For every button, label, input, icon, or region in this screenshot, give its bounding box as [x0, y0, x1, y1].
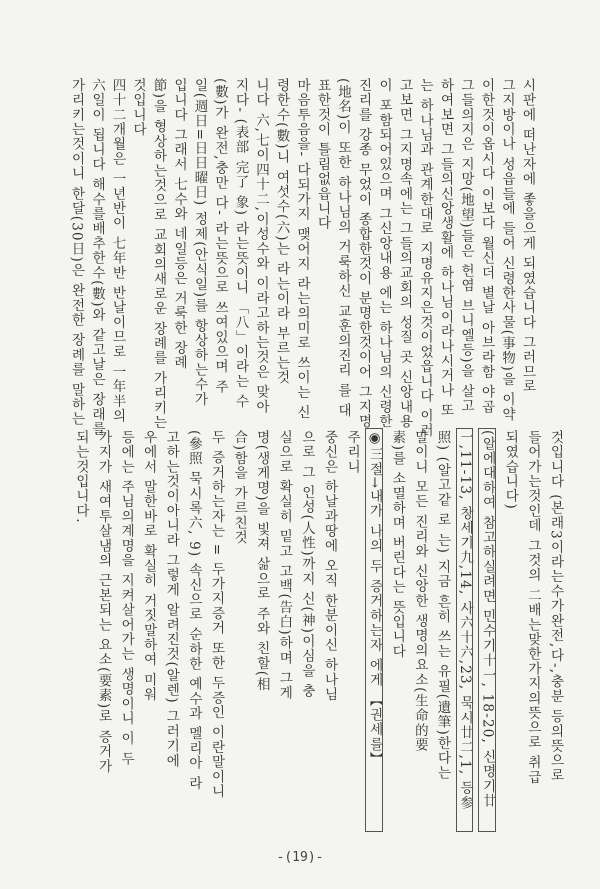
text-column: 표한것이 틀림없읍니다: [314, 78, 331, 231]
text-column: 그지방이나 성읍들에 들어 신령한사물(事物)을 이약: [499, 78, 515, 422]
text-column: 合)함을 가르친것: [231, 430, 248, 545]
text-column: 우에서 말한바로 확실히 거짓말하여 미워: [140, 430, 157, 702]
text-column: 되였습니다): [502, 430, 519, 510]
text-column: 지다- (表部 完了 象) 라는뜻이니 「八」이라는 수: [232, 78, 249, 409]
text-column: 가지가 새여투살냄의 근본되는 요소(要素)로 증거가: [95, 430, 112, 774]
text-column: 실으로 확실히 밑고 고백(告白)하며 그게: [276, 430, 293, 701]
text-column: 령한수(數)니 여섯수(六)는 라는이라 부르는것: [273, 78, 290, 385]
text-column: (數)가 완전,충만 다- 라는뜻으로 쓰여있으며 주: [212, 78, 228, 395]
text-column: 들어가는것인데 그것의 二배는맞한가지의뜻으로 취급: [524, 430, 541, 785]
text-column: 이 포함되어있으며 그신앙내용 에는 하나님의 신령한: [376, 78, 392, 429]
text-column: 말이니 모든 진리와 신앙한 생명의요소(生命的要: [411, 430, 428, 753]
text-column: 四十二개월은 一년반이 七年반 반날이므로 一年半의: [109, 78, 126, 424]
text-column: 하여보면 그들의신앙생활에 하나님이라나시거나 또: [437, 78, 454, 418]
text-column: 六일이 됩니다 해수를배추한수(數)와 같고날은 장래를: [89, 78, 105, 437]
text-column: 중신은 하날과땅에 오직 한분이신 하나님: [321, 430, 338, 702]
text-column: 一,11-13, 창세기九,14, 사六十六,23, 묵시廿二,1, 등参: [458, 430, 472, 830]
text-column: 照) (알고같 로 는) 지금 흔히 쓰는 유필(遺筆)한다는: [434, 430, 451, 781]
text-column: 素)를 소멸하며 버린다는 뜻입니다: [389, 430, 406, 659]
text-column: (參照 묵시록六, 9) 속신으로 순하한 예수과 멜리아 라: [185, 430, 202, 791]
text-column: 등에는 주님의계명을 지켜살어가는 생명이니 이 두: [118, 430, 135, 767]
text-column: 는 하나님과 관계한대로 지명유지은것이었읍니다 이러: [417, 78, 433, 439]
text-column: 마음투음을- 다되가지 맺어지 라는의미로 쓰이는 신: [294, 78, 310, 420]
text-column: 것입니다: [130, 78, 146, 137]
text-column: 진리를 강종 무었이 종합한것이 분명한것이어 그지명: [355, 78, 372, 429]
text-column: 으로 그 인성(人性)까지 신(神)이심을 충: [298, 430, 315, 699]
text-column: 명(생게명)을 빛져 삶으로 주와 친할(相: [253, 430, 270, 692]
text-column: (알에대하여 참고하실려면 민수기十一, 18-20, 신명기廿: [480, 430, 494, 830]
text-column: 고하는것이아니라 그렇게 알려진것(알렌) 그러기에: [163, 430, 180, 769]
text-column: 두 증거하는자는 = 두가지증거 또한 두증인 이란말이니: [208, 430, 225, 799]
text-column: 것입니다 (본래3이라는수가완전,다-,충분 등의뜻으로: [547, 430, 564, 783]
text-column: 니다 六,七이四十二,이성수와 이라고하는것은 맞아: [253, 78, 269, 415]
text-column: 되는것입니다.: [72, 430, 89, 524]
page-number: -(19)-: [276, 850, 324, 865]
text-column: ◉三절→내가 나의 두 증거하는자 에게 【권세를】: [367, 430, 381, 830]
text-column: 節)을 형상하는것으로 교회의새로운 장례를 가리키는: [150, 78, 167, 430]
text-column: 이한것이옵시다 이보다 월신더 별날 아브라함 야곱: [478, 78, 495, 415]
text-column: 고보면 그지명속에는 그들의교회의 성질 곳 신앙내용: [396, 78, 413, 429]
text-column: 가리키는것이니 한달(30日)은 완전한 장례를 말하는: [68, 78, 85, 427]
text-column: 그들의지은 지망(地望)들은 헌염 브니엘등)을 살고: [458, 78, 474, 414]
text-column: 시판에 떠난자에 좋을으게 되였습니다 그러므로: [519, 78, 536, 394]
text-column: 주리니: [344, 430, 361, 475]
text-column: (地名)이 또한 하나님의 거룩하신 교훈의진리 를 대: [335, 78, 351, 418]
text-column: 일(週日=日日曜日) 정제(안식일)를 항상하는수가: [191, 78, 208, 407]
text-column: 입니다 그래서 七수와 네일등은 거룩한 장례: [171, 78, 187, 371]
